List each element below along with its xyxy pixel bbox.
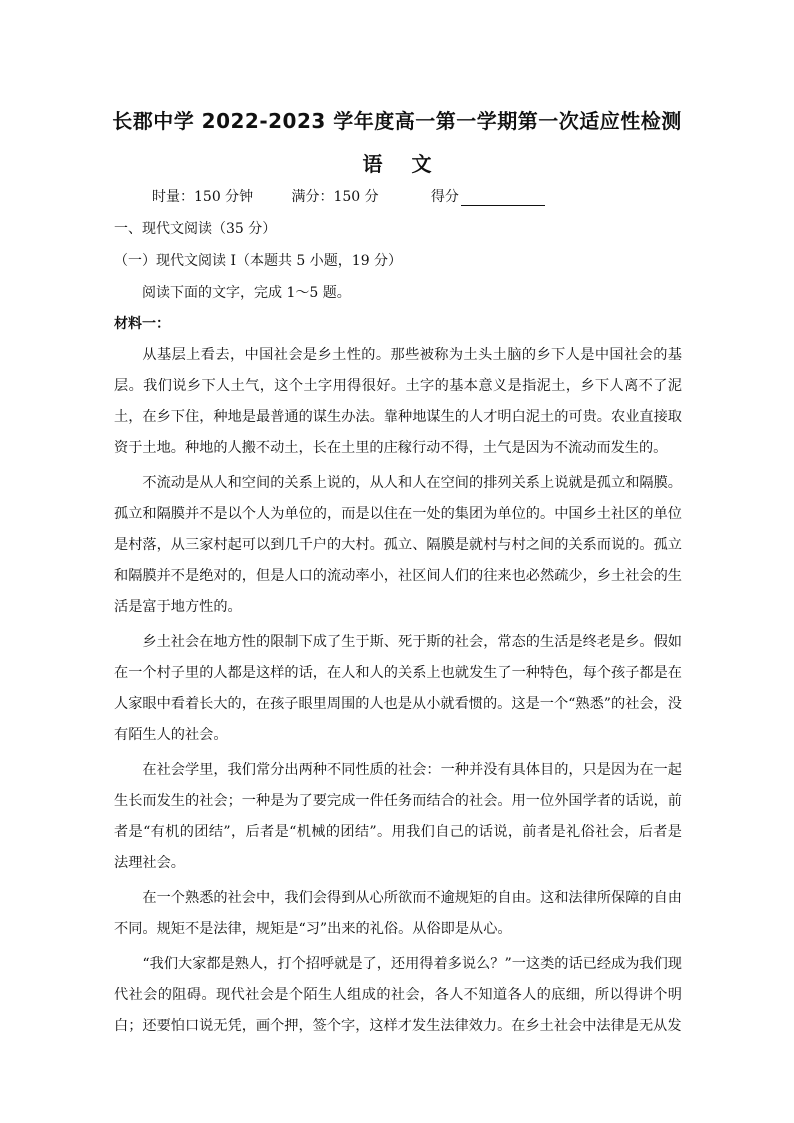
score-blank (461, 191, 545, 206)
paragraph: 乡土社会在地方性的限制下成了生于斯、死于斯的社会，常态的生活是终老是乡。假如在一个村子里的人都是这样的话，在人和人的关系上也就发生了一种特色，每个孩子都是在人家眼中看着长大的，在孩子眼里周围的人也是从小就看惯的。这是一个“熟悉”的社会，没有陌生人的社会。 (114, 634, 682, 743)
exam-title: 长郡中学 2022-2023 学年度高一第一学期第一次适应性检测 (112, 109, 682, 133)
paragraph: 从基层上看去，中国社会是乡土性的。那些被称为土头土脑的乡下人是中国社会的基层。我们说乡下人土气，这个土字用得很好。土字的基本意义是指泥土，乡下人离不了泥土，在乡下住，种地是最普通的谋生办法。靠种地谋生的人才明白泥土的可贵。农业直接取资于土地。种地的人搬不动土，长在土里的庄稼行动不得，土气是因为不流动而发生的。 (114, 347, 682, 456)
score-label: 得分 (430, 189, 459, 205)
material-label: 材料一： (114, 316, 170, 332)
exam-meta (152, 186, 545, 206)
full-score: 满分：150 分 (291, 189, 379, 205)
reading-instruction: 阅读下面的文字，完成 1～5 题。 (142, 285, 351, 301)
paragraph: 在社会学里，我们常分出两种不同性质的社会：一种并没有具体目的，只是因为在一起生长而发生的社会；一种是为了要完成一件任务而结合的社会。用一位外国学者的话说，前者是“有机的团结”，后者是“机械的团结”。用我们自己的话说，前者是礼俗社会，后者是法理社会。 (114, 762, 682, 871)
time-limit: 时量：150 分钟 (152, 189, 254, 205)
material-text (114, 340, 682, 1046)
subject-title: 语 文 (362, 152, 432, 176)
paragraph: 不流动是从人和空间的关系上说的，从人和人在空间的排列关系上说就是孤立和隔膜。孤立和隔膜并不是以个人为单位的，而是以住在一处的集团为单位的。中国乡土社区的单位是村落，从三家村起可以到几千户的大村。孤立、隔膜是就村与村之间的关系而说的。孤立和隔膜并不是绝对的，但是人口的流动率小，社区间人们的往来也必然疏少，乡土社会的生活是富于地方性的。 (114, 475, 682, 615)
paragraph: 在一个熟悉的社会中，我们会得到从心所欲而不逾规矩的自由。这和法律所保障的自由不同。规矩不是法律，规矩是“习”出来的礼俗。从俗即是从心。 (114, 890, 682, 937)
section-heading: 一、现代文阅读（35 分） (114, 221, 277, 237)
subsection-heading: （一）现代文阅读 I（本题共 5 小题，19 分） (114, 253, 403, 269)
paragraph: “我们大家都是熟人，打个招呼就是了，还用得着多说么？”一这类的话已经成为我们现代社会的阻碍。现代社会是个陌生人组成的社会，各人不知道各人的底细，所以得讲个明白；还要怕口说无凭，画个押，签个字，这样才发生法律效力。在乡土社会中法律是无从发 (114, 956, 682, 1034)
